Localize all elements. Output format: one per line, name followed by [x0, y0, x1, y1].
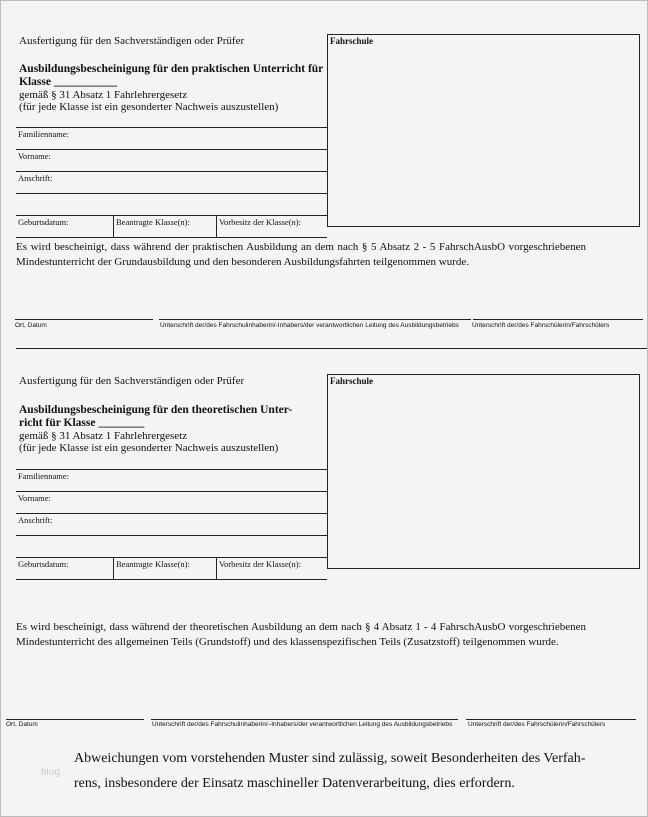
signature-line[interactable]: [151, 719, 458, 720]
watermark: blog: [41, 767, 60, 778]
requested-class-field[interactable]: Beantragte Klasse(n):: [114, 216, 217, 238]
requested-class-field[interactable]: Beantragte Klasse(n):: [114, 558, 217, 580]
footer-note: [74, 746, 585, 796]
title-line: Klasse ___________: [19, 76, 118, 88]
signature-line[interactable]: [473, 319, 643, 320]
firstname-field[interactable]: Vorname:: [16, 492, 327, 514]
owned-class-field[interactable]: Vorbesitz der Klasse(n):: [217, 216, 328, 238]
birthdate-field[interactable]: Geburtsdatum:: [16, 216, 114, 238]
note-text: (für jede Klasse ist ein gesonderter Nachweis auszustellen): [19, 101, 279, 113]
place-date-label: Ort, Datum: [15, 322, 47, 329]
copy-header: Ausfertigung für den Sachverständigen oder Prüfer: [19, 35, 245, 47]
surname-field[interactable]: Familienname:: [16, 470, 327, 492]
title-line: Ausbildungsbescheinigung für den praktischen Unterricht für: [19, 63, 324, 75]
address-field-2[interactable]: [16, 194, 327, 216]
certificate-theoretical: [1, 341, 648, 728]
firstname-field[interactable]: Vorname:: [16, 150, 327, 172]
student-form: [16, 127, 327, 238]
certificate-title: [19, 63, 324, 89]
title-line: richt für Klasse ________: [19, 417, 145, 429]
law-reference: [19, 430, 278, 454]
statement: Es wird bescheinigt, dass während der theoretischen Ausbildung an dem nach § 4 Absatz 1 - 4 FahrschAusbO vorgeschriebenen Mindestunterricht des allgemeinen Teils (Grundstoff) und des klassenspezifischen Teils (Zusatzstoff) teilgenommen wurde.: [16, 621, 586, 648]
law-text: gemäß § 31 Absatz 1 Fahrlehrergesetz: [19, 89, 188, 101]
signature-line[interactable]: [466, 719, 636, 720]
certificate-practical: [1, 1, 648, 329]
driving-school-box[interactable]: [327, 374, 640, 569]
footer-line: Abweichungen vom vorstehenden Muster sind zulässig, soweit Besonderheiten des Verfah-: [74, 751, 586, 766]
signature-line[interactable]: [6, 719, 144, 720]
title-line: Ausbildungsbescheinigung für den theoretischen Unter-: [19, 404, 293, 416]
footer-line: rens, insbesondere der Einsatz maschineller Datenverarbeitung, dies erfordern.: [74, 776, 515, 791]
statement: Es wird bescheinigt, dass während der praktischen Ausbildung an dem nach § 5 Absatz 2 - 5 FahrschAusbO vorgeschriebenen Mindestunterricht der Grundausbildung und den besonderen Ausbildungsfahrten teilgenommen wurde.: [16, 241, 586, 268]
certificate-title: [19, 404, 324, 430]
law-reference: [19, 89, 278, 113]
address-field[interactable]: Anschrift:: [16, 172, 327, 194]
birthdate-field[interactable]: Geburtsdatum:: [16, 558, 114, 580]
note-text: (für jede Klasse ist ein gesonderter Nachweis auszustellen): [19, 442, 279, 454]
owner-signature-label: Unterschrift der/des Fahrschulinhaberin/–Inhabers/der verantwortlichen Leitung des Ausbildungsbetriebs: [152, 721, 453, 728]
student-form: [16, 469, 327, 580]
law-text: gemäß § 31 Absatz 1 Fahrlehrergesetz: [19, 430, 188, 442]
address-field[interactable]: Anschrift:: [16, 514, 327, 536]
driving-school-label: Fahrschule: [330, 376, 374, 386]
student-signature-label: Unterschrift der/des Fahrschülerin/Fahrschülers: [472, 322, 610, 329]
driving-school-label: Fahrschule: [330, 36, 374, 46]
owned-class-field[interactable]: Vorbesitz der Klasse(n):: [217, 558, 328, 580]
student-signature-label: Unterschrift der/des Fahrschülerin/Fahrschülers: [468, 721, 606, 728]
signature-line[interactable]: [159, 319, 471, 320]
surname-field[interactable]: Familienname:: [16, 128, 327, 150]
driving-school-box[interactable]: [327, 34, 640, 227]
address-field-2[interactable]: [16, 536, 327, 558]
signature-line[interactable]: [15, 319, 153, 320]
place-date-label: Ort, Datum: [6, 721, 38, 728]
owner-signature-label: Unterschrift der/des Fahrschulinhaberin/-Inhabers/der verantwortlichen Leitung des Ausbildungsbetriebs: [160, 322, 459, 329]
copy-header: Ausfertigung für den Sachverständigen oder Prüfer: [19, 375, 245, 387]
